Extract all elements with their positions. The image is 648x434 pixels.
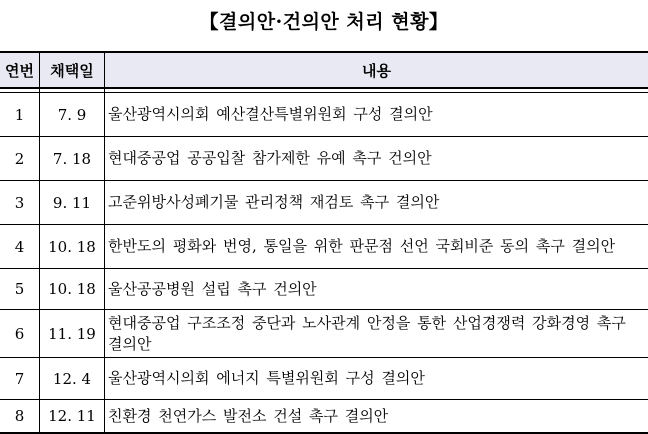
cell-seq: 4 [0,225,40,269]
table-row [0,225,648,269]
table-body [0,89,648,432]
cell-content: 고준위방사성폐기물 관리정책 재검토 촉구 결의안 [105,181,648,225]
column-header-date: 채택일 [40,53,105,89]
cell-date: 10. 18 [40,269,105,310]
cell-seq: 7 [0,358,40,400]
column-header-seq: 연번 [0,53,40,89]
cell-date: 7. 9 [40,93,105,137]
cell-content: 울산공공병원 설립 촉구 건의안 [105,269,648,310]
table-row [0,400,648,432]
cell-content: 친환경 천연가스 발전소 건설 촉구 결의안 [108,406,389,425]
cell-date: 10. 18 [40,225,105,269]
table-header [0,53,648,89]
table-row [0,181,648,225]
cell-seq: 6 [0,310,40,358]
column-header-content: 내용 [105,53,648,89]
cell-date: 12. 4 [40,358,105,400]
resolution-status-table [0,51,648,434]
cell-seq: 2 [0,137,40,181]
cell-content: 현대중공업 공공입찰 참가제한 유예 촉구 건의안 [105,137,648,181]
cell-seq: 1 [0,93,40,137]
cell-seq: 3 [0,181,40,225]
header-row [0,53,648,89]
table-row [0,93,648,137]
table-row [0,310,648,358]
cell-seq: 5 [0,269,40,310]
page-title: 【결의안·건의안 처리 현황】 [199,11,449,33]
table-row [0,358,648,400]
cell-date: 9. 11 [40,181,105,225]
cell-date: 12. 11 [40,400,105,432]
table-row [0,137,648,181]
table-row [0,269,648,310]
cell-content: 울산광역시의회 에너지 특별위원회 구성 결의안 [105,358,648,400]
cell-seq: 8 [0,400,40,432]
cell-content: 한반도의 평화와 번영, 통일을 위한 판문점 선언 국회비준 동의 촉구 결의안 [105,225,648,269]
cell-date: 7. 18 [40,137,105,181]
cell-content: 현대중공업 구조조정 중단과 노사관계 안정을 통한 산업경쟁력 강화경영 촉구 결의안 [105,310,648,358]
cell-content: 울산광역시의회 예산결산특별위원회 구성 결의안 [105,93,648,137]
cell-date: 11. 19 [40,310,105,358]
